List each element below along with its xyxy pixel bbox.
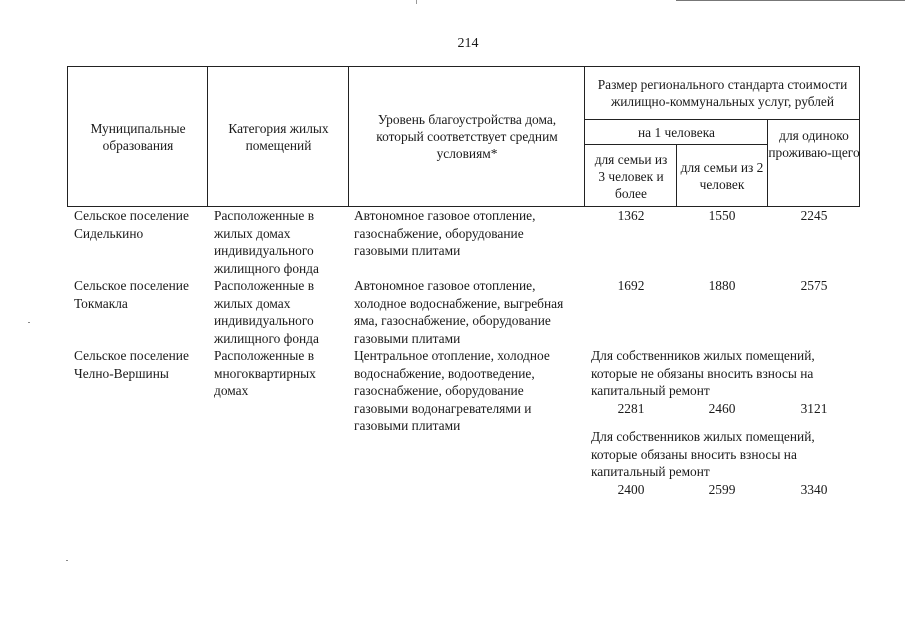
- row-2-value-single: 2575: [800, 278, 828, 293]
- header-divider: [584, 66, 585, 207]
- row-1-municipality: Сельское поселение Сиделькино: [74, 208, 189, 241]
- header-divider: [207, 66, 208, 207]
- row-1-value-family2: 1550: [708, 208, 736, 223]
- row-3-b-value-family2: 2599: [708, 482, 736, 497]
- header-level: Уровень благоустройства дома, который соответствует средним условиям*: [376, 112, 558, 161]
- row-2-category: Расположенные в жилых домах индивидуального жилищного фонда: [214, 278, 319, 346]
- header-divider: [348, 66, 349, 207]
- row-3-b-value-single: 3340: [800, 482, 828, 497]
- row-2-municipality: Сельское поселение Токмакла: [74, 278, 189, 311]
- row-1-category: Расположенные в жилых домах индивидуального жилищного фонда: [214, 208, 319, 276]
- scan-speck: [28, 322, 30, 323]
- row-1-value-family3: 1362: [617, 208, 645, 223]
- header-category: Категория жилых помещений: [228, 120, 329, 153]
- row-1-level: Автономное газовое отопление, газоснабжение, оборудование газовыми плитами: [354, 208, 536, 258]
- scan-speck: [66, 560, 68, 561]
- header-per-person: на 1 человека: [638, 124, 715, 140]
- row-3-a-value-family2: 2460: [708, 401, 736, 416]
- row-2-value-family2: 1880: [708, 278, 736, 293]
- page-number: 214: [457, 36, 479, 51]
- row-3-a-value-single: 3121: [800, 401, 828, 416]
- row-2-level: Автономное газовое отопление, холодное водоснабжение, выгребная яма, газоснабжение, оборудование газовыми плитами: [354, 278, 564, 346]
- row-1-value-single: 2245: [800, 208, 828, 223]
- row-2-value-family3: 1692: [617, 278, 645, 293]
- header-standard-size: Размер регионального стандарта стоимости жилищно-коммунальных услуг, рублей: [597, 77, 848, 109]
- header-family-3plus: для семьи из 3 человек и более: [594, 151, 668, 201]
- header-family-2: для семьи из 2 человек: [680, 160, 764, 192]
- scan-mark: [416, 0, 417, 4]
- scan-top-line: [676, 0, 905, 1]
- row-3-note-no-repair-fee: Для собственников жилых помещений, которые не обязаны вносить взносы на капитальный ремонт: [591, 348, 815, 398]
- row-3-note-repair-fee: Для собственников жилых помещений, которые обязаны вносить взносы на капитальный ремонт: [591, 429, 815, 479]
- header-municipality: Муниципальные образования: [90, 120, 186, 153]
- row-3-a-value-family3: 2281: [617, 401, 645, 416]
- row-3-b-value-family3: 2400: [617, 482, 645, 497]
- row-3-municipality: Сельское поселение Челно-Вершины: [74, 348, 189, 381]
- row-3-category: Расположенные в многоквартирных домах: [214, 348, 316, 398]
- row-3-level: Центральное отопление, холодное водоснабжение, водоотведение, газоснабжение, оборудование газовыми водонагревателями и газовыми плитами: [354, 348, 550, 433]
- header-single: для одиноко проживаю-щего: [768, 128, 860, 160]
